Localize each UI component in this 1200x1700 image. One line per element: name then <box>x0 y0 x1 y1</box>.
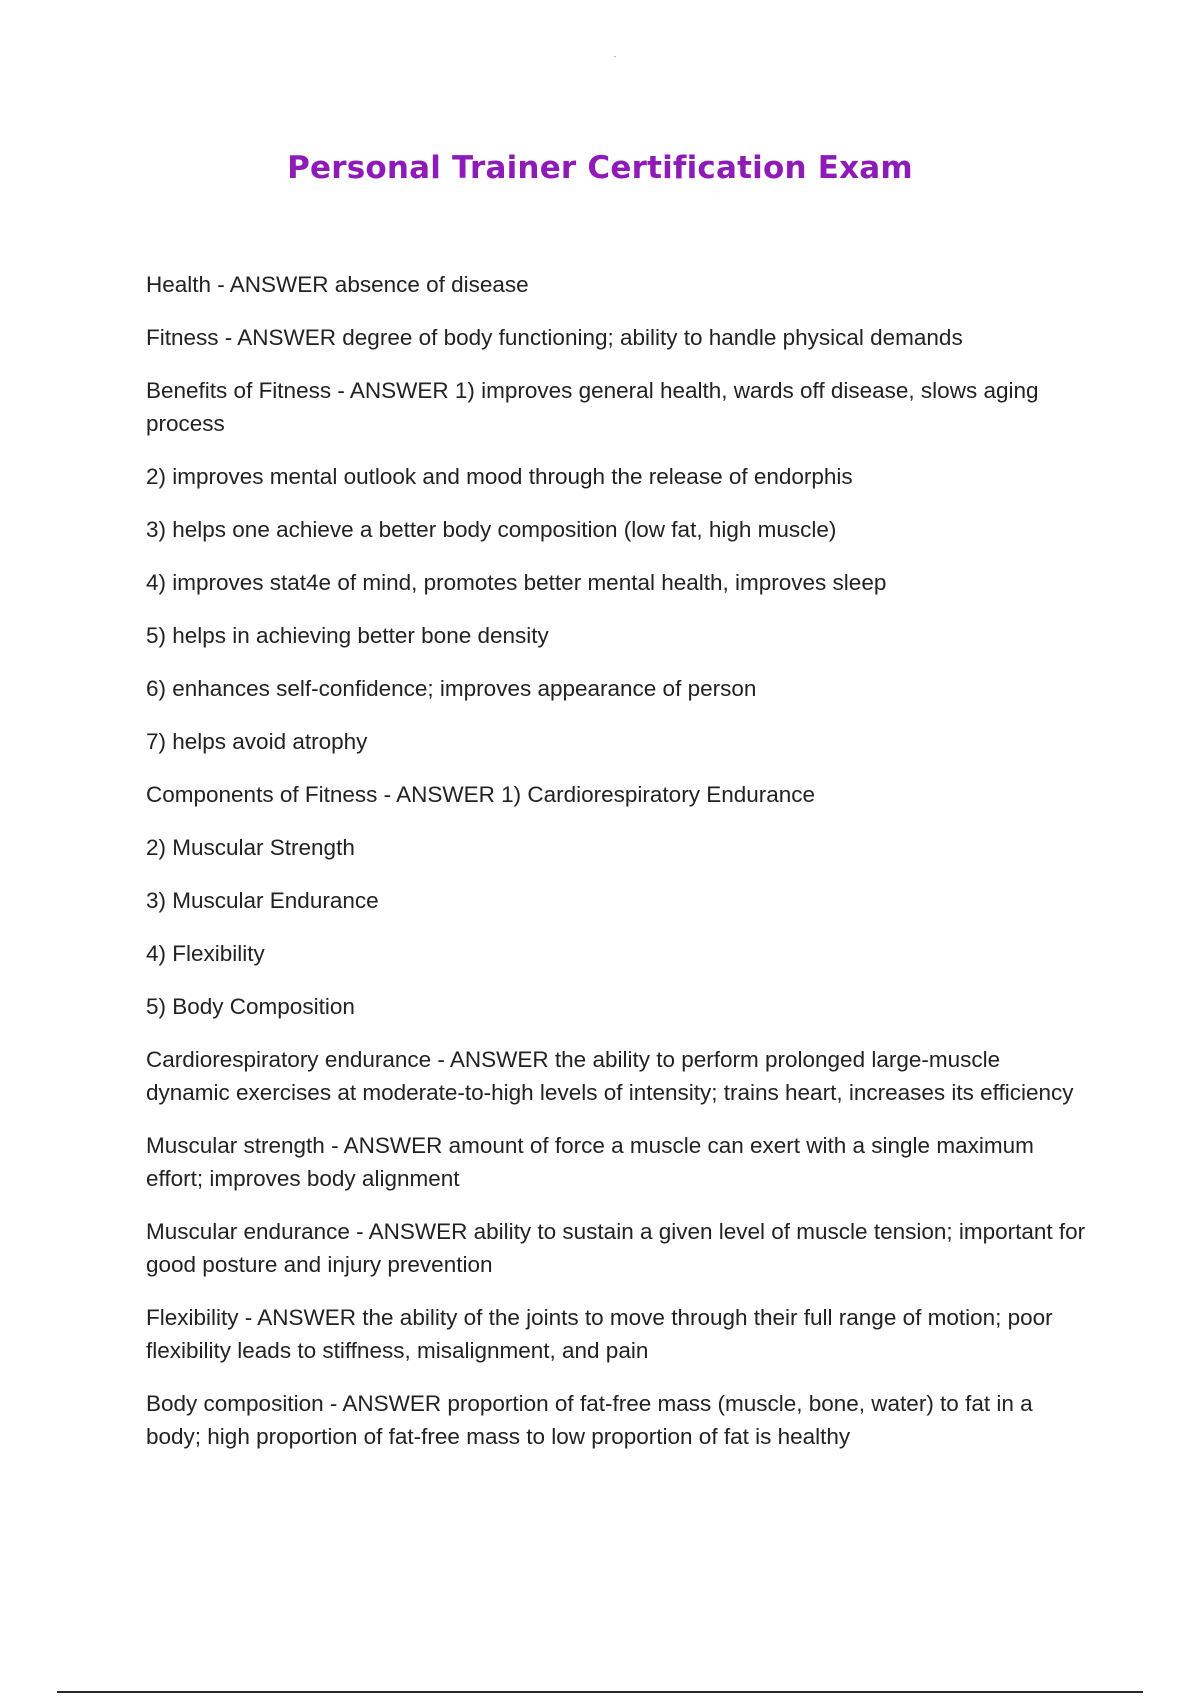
qa-entry-health: Health - ANSWER absence of disease <box>146 272 529 297</box>
qa-entry-endurance: Muscular endurance - ANSWER ability to sustain a given level of muscle tension; important for good posture and injury prevention <box>146 1219 1086 1277</box>
qa-entry-strength: Muscular strength - ANSWER amount of force a muscle can exert with a single maximum effort; improves body alignment <box>146 1133 1034 1191</box>
qa-entry-benefit-3: 3) helps one achieve a better body composition (low fat, high muscle) <box>146 517 837 542</box>
qa-entry-cardio: Cardiorespiratory endurance - ANSWER the ability to perform prolonged large-muscle dynamic exercises at moderate-to-high levels of intensity; trains heart, increases its efficiency <box>146 1047 1074 1105</box>
qa-entry-body-composition: Body composition - ANSWER proportion of fat-free mass (muscle, bone, water) to fat in a body; high proportion of fat-free mass to low proportion of fat is healthy <box>146 1391 1033 1449</box>
qa-entry-benefits: Benefits of Fitness - ANSWER 1) improves general health, wards off disease, slows aging process <box>146 378 1039 436</box>
qa-entry-benefit-2: 2) improves mental outlook and mood through the release of endorphis <box>146 464 853 489</box>
qa-entry-benefit-6: 6) enhances self-confidence; improves appearance of person <box>146 676 757 701</box>
qa-entry-benefit-7: 7) helps avoid atrophy <box>146 729 368 754</box>
qa-entry-benefit-4: 4) improves stat4e of mind, promotes better mental health, improves sleep <box>146 570 887 595</box>
qa-entry-component-5: 5) Body Composition <box>146 994 355 1019</box>
qa-list <box>146 268 1086 1473</box>
page-divider <box>57 1691 1143 1693</box>
qa-entry-fitness: Fitness - ANSWER degree of body functioning; ability to handle physical demands <box>146 325 963 350</box>
qa-entry-flexibility: Flexibility - ANSWER the ability of the joints to move through their full range of motion; poor flexibility leads to stiffness, misalignment, and pain <box>146 1305 1053 1363</box>
qa-entry-component-4: 4) Flexibility <box>146 941 265 966</box>
qa-entry-benefit-5: 5) helps in achieving better bone density <box>146 623 549 648</box>
qa-entry-component-3: 3) Muscular Endurance <box>146 888 379 913</box>
qa-entry-components: Components of Fitness - ANSWER 1) Cardiorespiratory Endurance <box>146 782 816 807</box>
qa-entry-component-2: 2) Muscular Strength <box>146 835 355 860</box>
page-title: Personal Trainer Certification Exam <box>287 150 913 186</box>
scan-artifact <box>614 56 616 57</box>
